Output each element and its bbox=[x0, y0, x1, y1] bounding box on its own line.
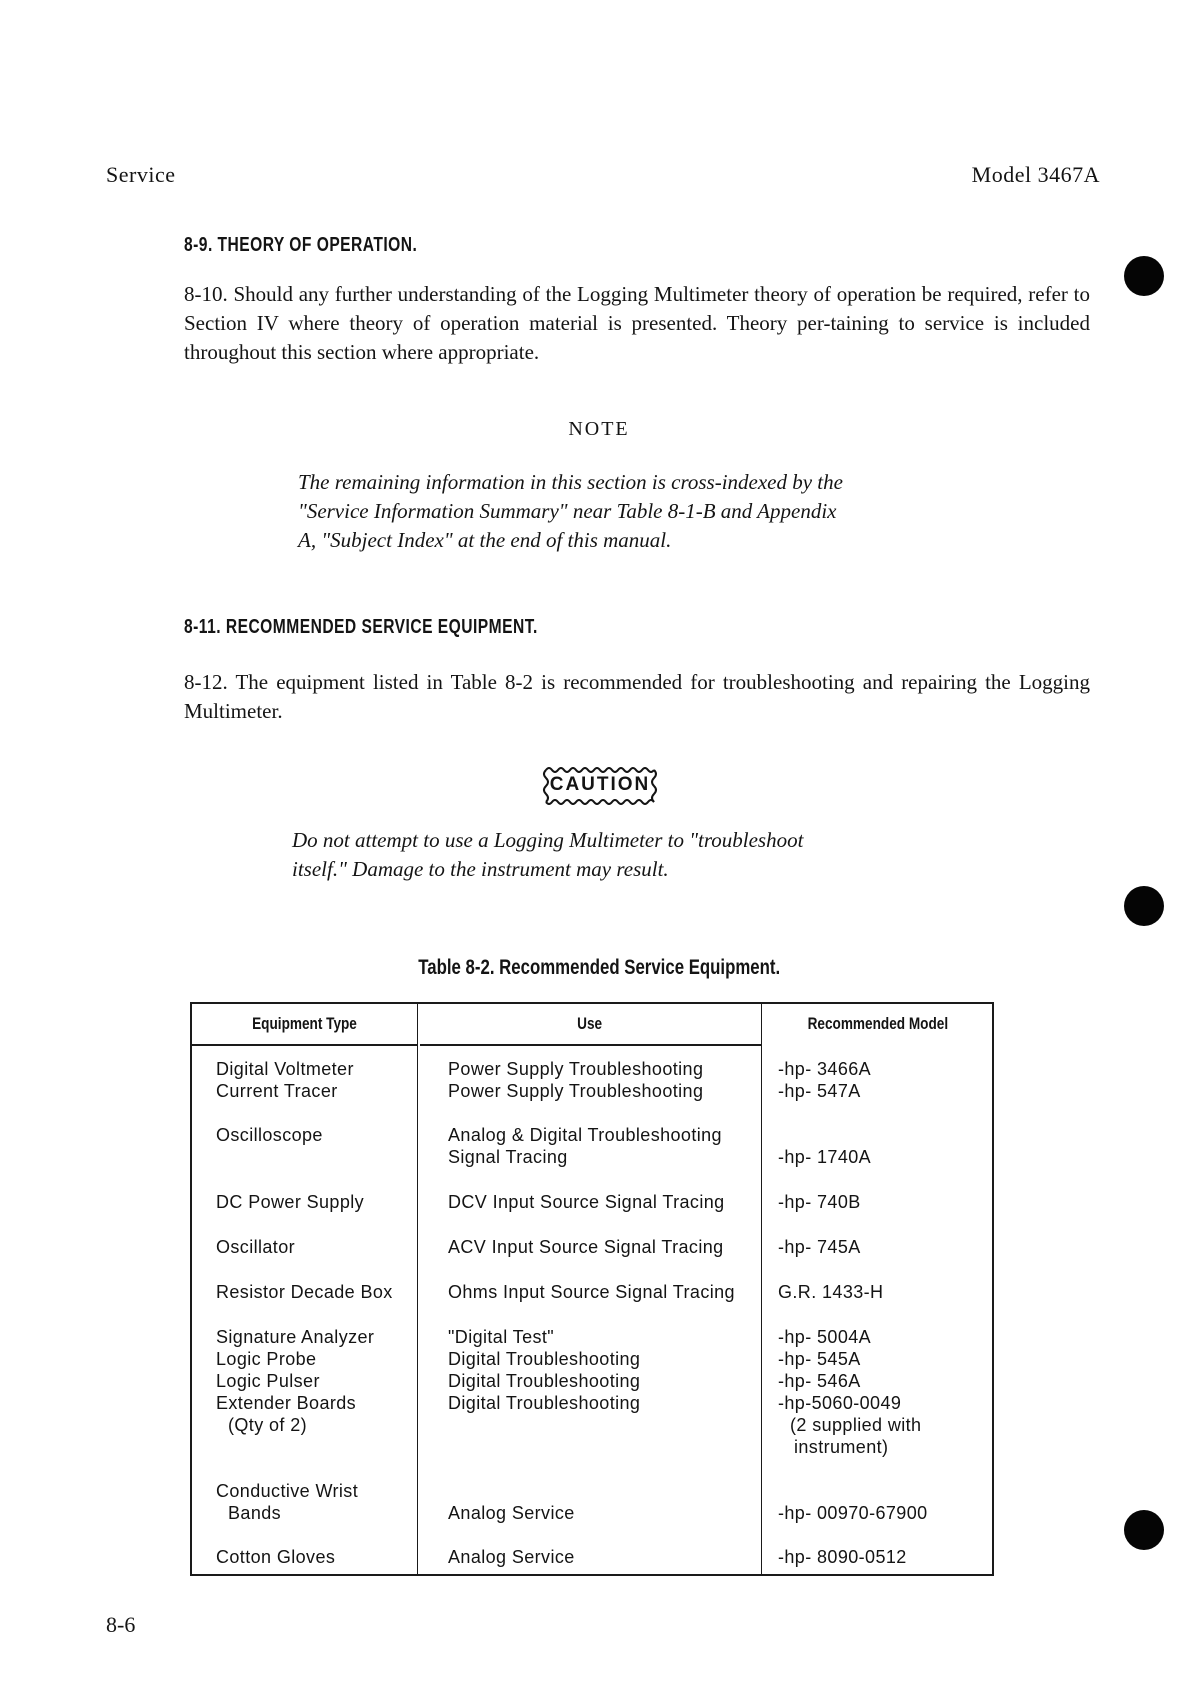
header-equipment-type: Equipment Type bbox=[252, 1014, 357, 1033]
cell-equipment-line2: Bands bbox=[228, 1503, 282, 1523]
cell-use: Power Supply Troubleshooting bbox=[448, 1081, 704, 1101]
cell-model: -hp- 546A bbox=[778, 1371, 861, 1391]
column-divider bbox=[417, 1004, 418, 1574]
cell-equipment: Cotton Gloves bbox=[216, 1547, 336, 1567]
cell-model: -hp- 1740A bbox=[778, 1147, 872, 1167]
cell-use: DCV Input Source Signal Tracing bbox=[448, 1192, 725, 1212]
table-title-text: Table 8-2. Recommended Service Equipment. bbox=[418, 956, 780, 979]
cell-model-line2: (2 supplied with bbox=[790, 1415, 922, 1435]
cell-equipment: Digital Voltmeter bbox=[216, 1059, 354, 1079]
page-number: 8-6 bbox=[106, 1612, 136, 1637]
punch-hole-icon bbox=[1124, 886, 1164, 926]
cell-equipment: Oscillator bbox=[216, 1237, 296, 1257]
cell-equipment: Resistor Decade Box bbox=[216, 1282, 393, 1302]
header-section-label: Service bbox=[106, 162, 176, 187]
header-rule bbox=[420, 1044, 761, 1046]
cell-model: -hp- 3466A bbox=[778, 1059, 872, 1079]
cell-equipment: Logic Pulser bbox=[216, 1371, 320, 1391]
paragraph-8-12: 8-12. The equipment listed in Table 8-2 is recommended for troubleshooting and repairing the Logging Multimeter. bbox=[184, 670, 1090, 723]
section-heading-theory: 8-9. THEORY OF OPERATION. bbox=[184, 234, 418, 256]
caution-label: CAUTION bbox=[549, 774, 651, 795]
cell-equipment: DC Power Supply bbox=[216, 1192, 365, 1212]
header-model-label: Model 3467A bbox=[971, 162, 1100, 187]
cell-use: Power Supply Troubleshooting bbox=[448, 1059, 704, 1079]
cell-equipment-line2: (Qty of 2) bbox=[228, 1415, 308, 1435]
caution-line-1: Do not attempt to use a Logging Multimeter to "troubleshoot bbox=[292, 828, 804, 852]
cell-model: G.R. 1433-H bbox=[778, 1282, 884, 1302]
cell-model: -hp- 545A bbox=[778, 1349, 861, 1369]
cell-use: Analog Service bbox=[448, 1503, 575, 1523]
cell-use: Digital Troubleshooting bbox=[448, 1393, 641, 1413]
column-divider bbox=[761, 1004, 762, 1574]
note-line-3: A, "Subject Index" at the end of this manual. bbox=[298, 528, 672, 552]
paragraph-8-10: 8-10. Should any further understanding of the Logging Multimeter theory of operation be required, refer to Section IV where theory of operation material is presented. Theory per-taining to service is included throughout this section where appropriate. bbox=[184, 282, 1090, 364]
cell-use: Analog & Digital Troubleshooting bbox=[448, 1125, 722, 1145]
cell-equipment: Logic Probe bbox=[216, 1349, 317, 1369]
note-text bbox=[298, 468, 938, 555]
caution-line-2: itself." Damage to the instrument may result. bbox=[292, 857, 669, 881]
cell-model: -hp- 5004A bbox=[778, 1327, 872, 1347]
cell-use: Digital Troubleshooting bbox=[448, 1371, 641, 1391]
cell-equipment: Signature Analyzer bbox=[216, 1327, 375, 1347]
cell-model: -hp- 547A bbox=[778, 1081, 861, 1101]
cell-model-line3: instrument) bbox=[794, 1437, 889, 1457]
note-line-1: The remaining information in this section is cross-indexed by the bbox=[298, 470, 843, 494]
punch-hole-icon bbox=[1124, 1510, 1164, 1550]
equipment-table bbox=[190, 1002, 994, 1576]
cell-model: -hp-5060-0049 bbox=[778, 1393, 902, 1413]
cell-use: "Digital Test" bbox=[448, 1327, 555, 1347]
cell-use-line2: Signal Tracing bbox=[448, 1147, 568, 1167]
cell-model: -hp- 8090-0512 bbox=[778, 1547, 907, 1567]
cell-model: -hp- 00970-67900 bbox=[778, 1503, 928, 1523]
punch-hole-icon bbox=[1124, 256, 1164, 296]
header-rule bbox=[192, 1044, 417, 1046]
note-title: NOTE bbox=[568, 418, 630, 440]
header-recommended-model: Recommended Model bbox=[807, 1014, 949, 1033]
note-line-2: "Service Information Summary" near Table 8-1-B and Appendix bbox=[298, 499, 837, 523]
table-title bbox=[0, 956, 1198, 980]
cell-use: Analog Service bbox=[448, 1547, 575, 1567]
cell-model: -hp- 740B bbox=[778, 1192, 861, 1212]
header-use: Use bbox=[577, 1014, 602, 1033]
caution-badge bbox=[540, 764, 660, 808]
cell-use: Digital Troubleshooting bbox=[448, 1349, 641, 1369]
caution-text bbox=[292, 826, 932, 884]
cell-equipment: Extender Boards bbox=[216, 1393, 357, 1413]
cell-use: ACV Input Source Signal Tracing bbox=[448, 1237, 724, 1257]
cell-equipment: Current Tracer bbox=[216, 1081, 338, 1101]
cell-equipment: Oscilloscope bbox=[216, 1125, 323, 1145]
cell-model: -hp- 745A bbox=[778, 1237, 861, 1257]
cell-use: Ohms Input Source Signal Tracing bbox=[448, 1282, 735, 1302]
section-heading-equipment: 8-11. RECOMMENDED SERVICE EQUIPMENT. bbox=[184, 616, 538, 638]
cell-equipment: Conductive Wrist bbox=[216, 1481, 359, 1501]
